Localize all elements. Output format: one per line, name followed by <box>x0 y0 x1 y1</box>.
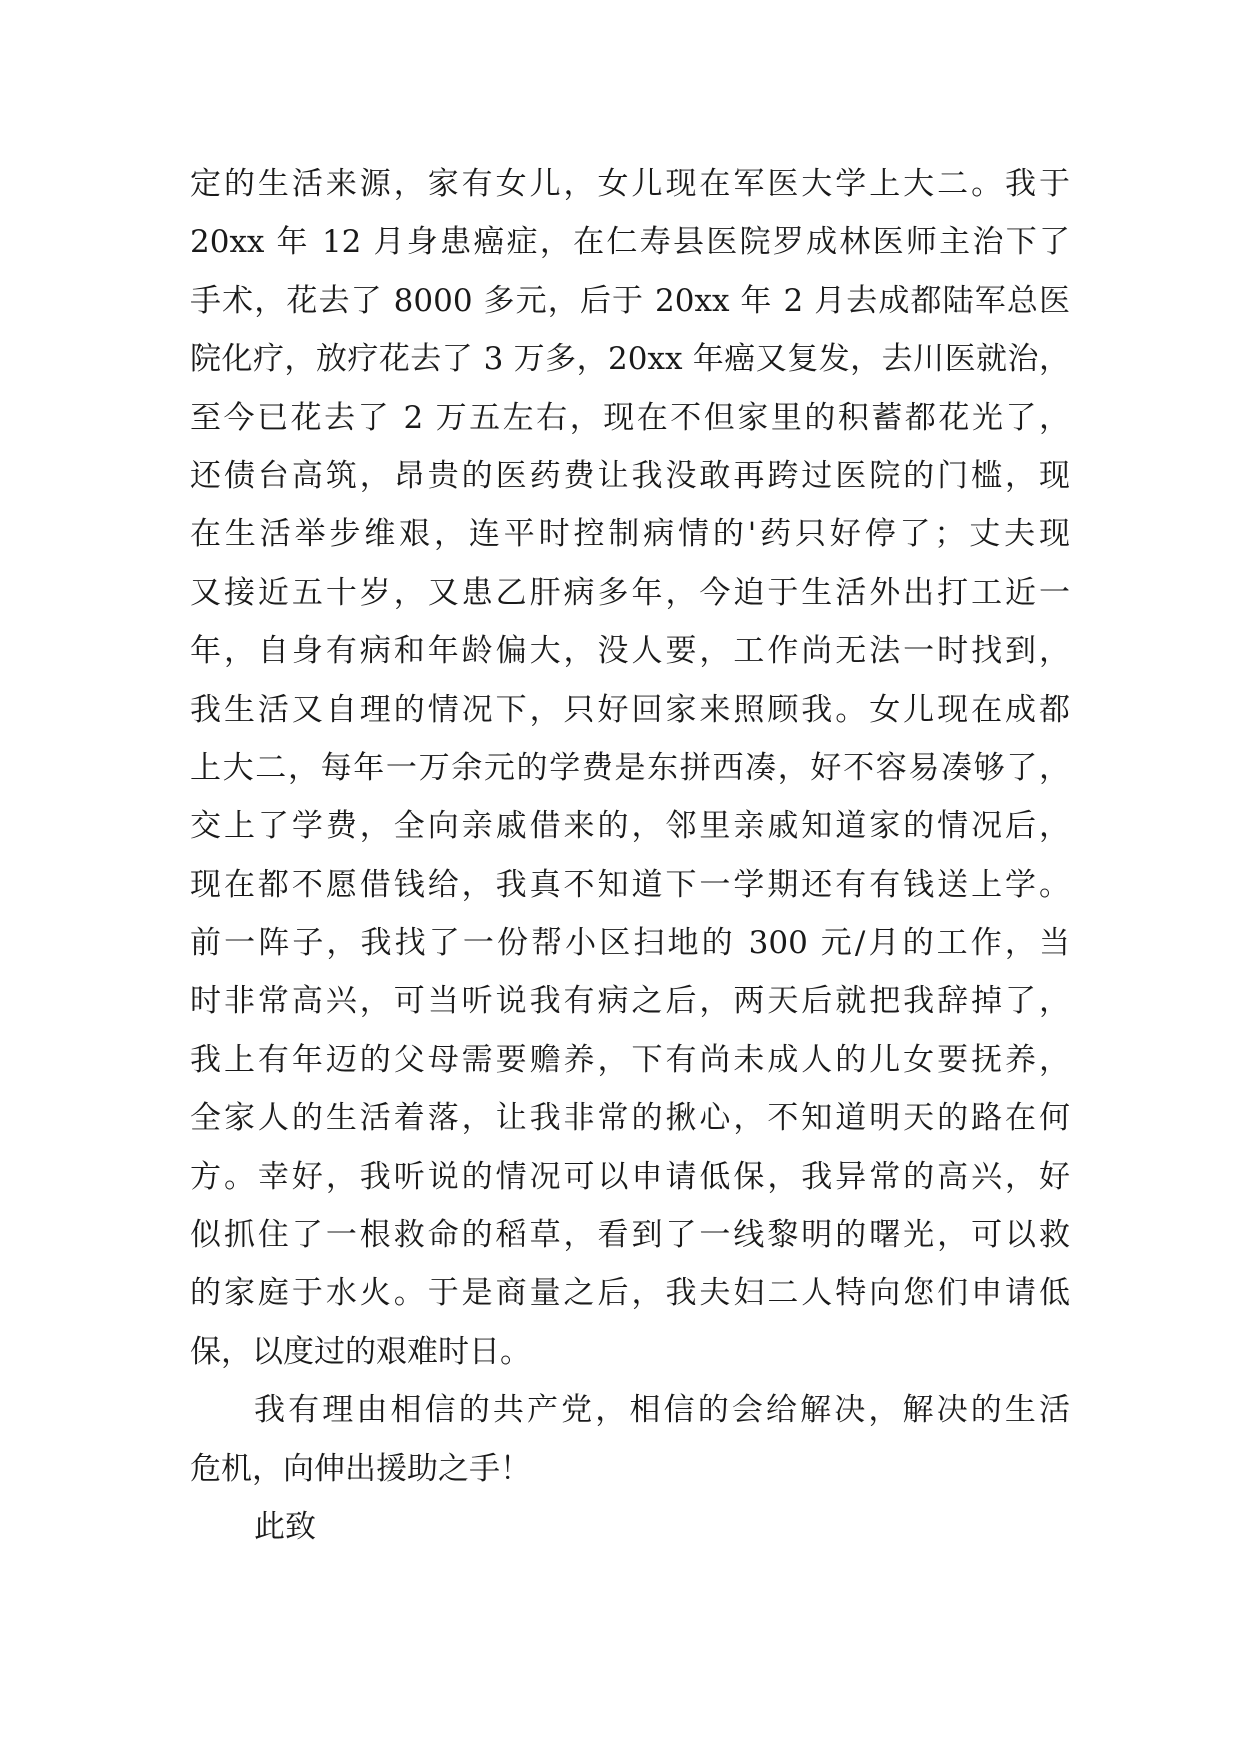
text-line: 又接近五十岁，又患乙肝病多年，今迫于生活外出打工近一 <box>190 574 1070 611</box>
text-line: 似抓住了一根救命的稻草，看到了一线黎明的曙光，可以救 <box>190 1217 1070 1254</box>
text-line: 手术，花去了 8000 多元，后于 20xx 年 2 月去成都陆军总医 <box>190 282 1070 319</box>
paragraph-end-line: 危机，向伸出援助之手！ <box>190 1450 531 1487</box>
text-line: 交上了学费，全向亲戚借来的，邻里亲戚知道家的情况后， <box>190 808 1070 845</box>
text-line: 至今已花去了 2 万五左右，现在不但家里的积蓄都花光了， <box>190 399 1070 436</box>
text-line: 定的生活来源，家有女儿，女儿现在军医大学上大二。我于 <box>190 166 1070 202</box>
text-line: 还债台高筑，昂贵的医药费让我没敢再跨过医院的门槛，现 <box>190 457 1070 494</box>
text-line: 上大二，每年一万余元的学费是东拼西凑，好不容易凑够了， <box>190 749 1070 786</box>
text-line: 时非常高兴，可当听说我有病之后，两天后就把我辞掉了， <box>190 983 1070 1020</box>
text-line: 我上有年迈的父母需要赡养，下有尚未成人的儿女要抚养， <box>190 1041 1070 1078</box>
paragraph-start-line: 我有理由相信的共产党，相信的会给解决，解决的生活 <box>254 1392 1070 1429</box>
letter-body <box>190 155 1070 1556</box>
text-line: 全家人的生活着落，让我非常的揪心，不知道明天的路在何 <box>190 1100 1070 1137</box>
closing-salutation: 此致 <box>254 1508 316 1545</box>
text-line: 20xx 年 12 月身患癌症，在仁寿县医院罗成林医师主治下了 <box>190 224 1070 261</box>
text-line: 年，自身有病和年龄偏大，没人要，工作尚无法一时找到， <box>190 633 1070 670</box>
text-line: 院化疗，放疗花去了 3 万多，20xx 年癌又复发，去川医就治， <box>190 341 1070 378</box>
text-line: 在生活举步维艰，连平时控制病情的'药只好停了；丈夫现 <box>190 516 1070 553</box>
text-line: 现在都不愿借钱给，我真不知道下一学期还有有钱送上学。 <box>190 866 1070 903</box>
paragraph-end-line: 保，以度过的艰难时日。 <box>190 1333 531 1370</box>
text-line: 我生活又自理的情况下，只好回家来照顾我。女儿现在成都 <box>190 691 1070 728</box>
text-line: 的家庭于水火。于是商量之后，我夫妇二人特向您们申请低 <box>190 1275 1070 1312</box>
text-line: 方。幸好，我听说的情况可以申请低保，我异常的高兴，好 <box>190 1158 1070 1195</box>
text-line: 前一阵子，我找了一份帮小区扫地的 300 元/月的工作，当 <box>190 925 1070 962</box>
